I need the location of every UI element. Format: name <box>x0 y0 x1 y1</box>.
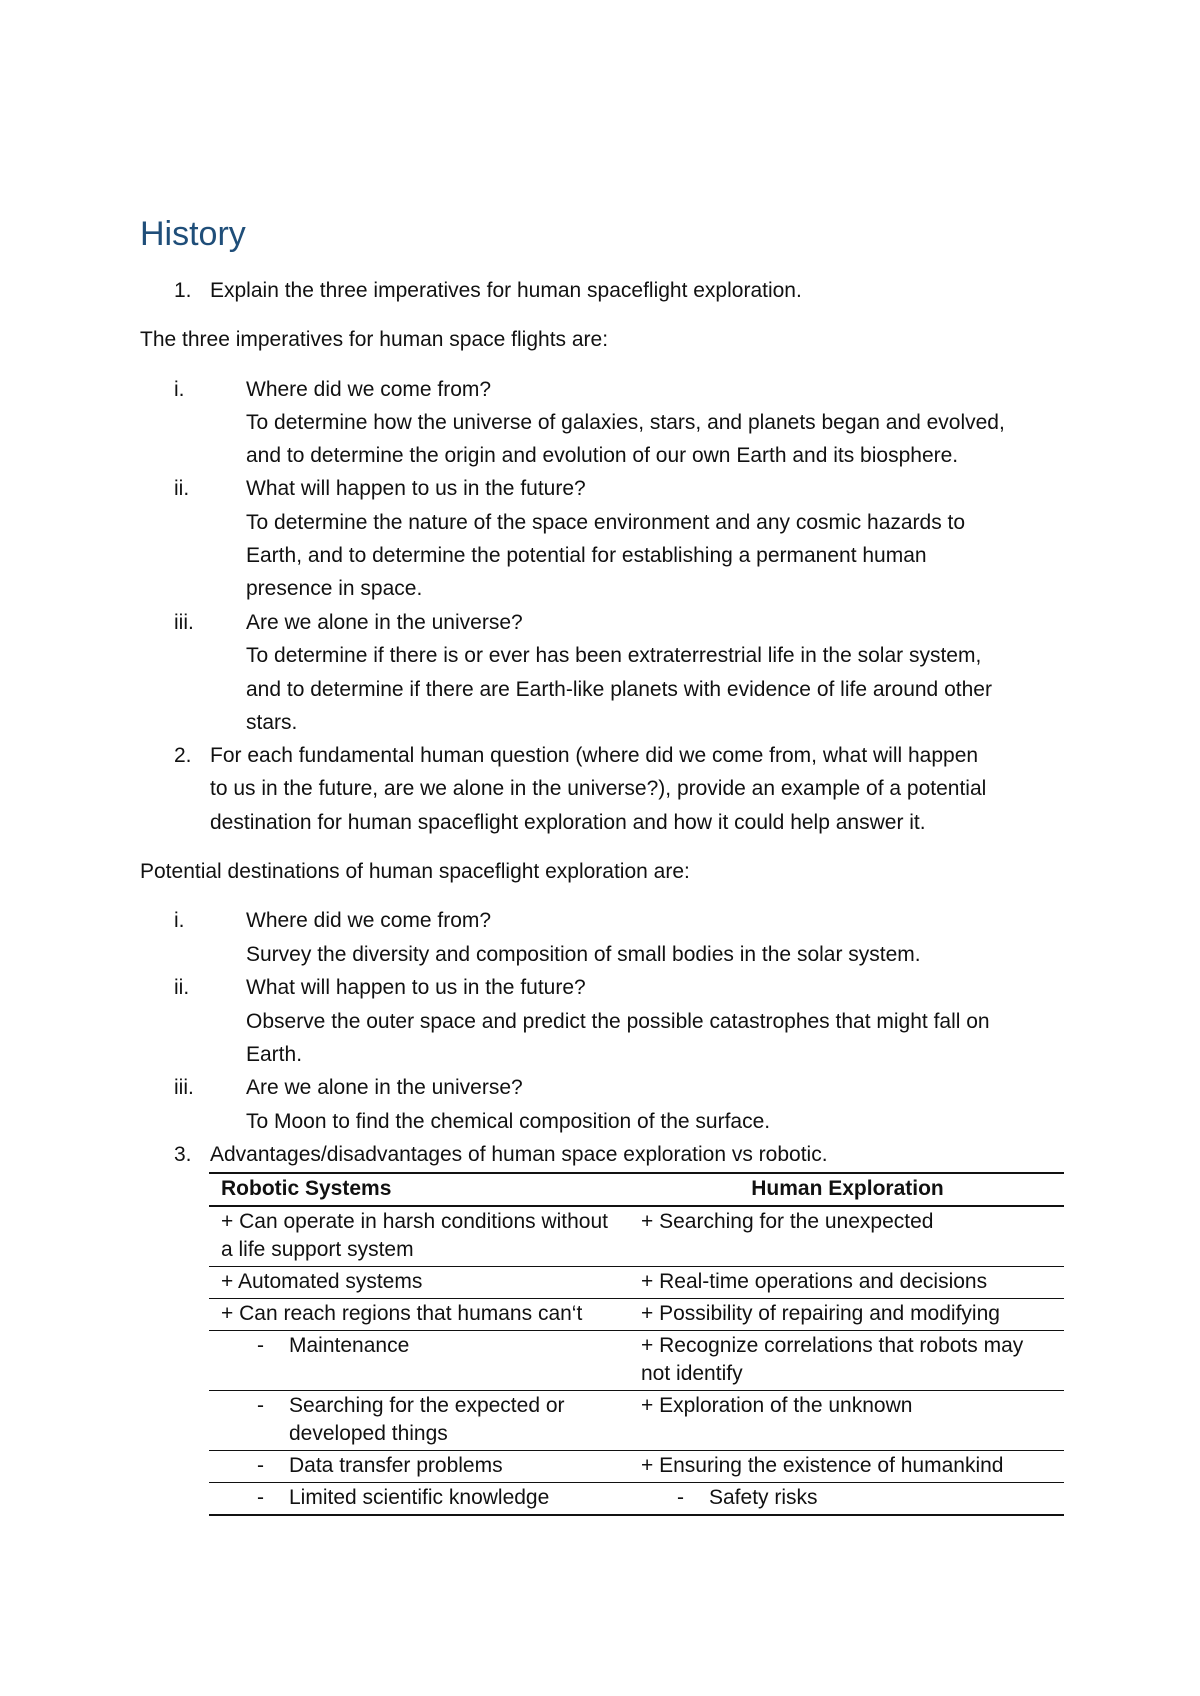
table-cell-left: + Automated systems <box>221 1270 423 1293</box>
header-robotic: Robotic Systems <box>221 1177 392 1200</box>
table-cell-right <box>629 1483 1064 1516</box>
table-row <box>209 1267 1064 1299</box>
table-cell-left <box>209 1391 629 1451</box>
dash-bullet: - <box>257 1454 264 1477</box>
header-human: Human Exploration <box>751 1177 944 1200</box>
table-header-row <box>209 1173 1064 1206</box>
table-cell-left <box>209 1483 629 1516</box>
table-cell-right: + Possibility of repairing and modifying <box>641 1302 1000 1325</box>
q3-text: Advantages/disadvantages of human space exploration vs robotic. <box>210 1143 828 1166</box>
q1-number: 1. <box>174 279 192 302</box>
imperative-2-question: What will happen to us in the future? <box>246 477 586 500</box>
destination-1-numeral: i. <box>174 909 185 932</box>
q2-line-2: to us in the future, are we alone in the universe?), provide an example of a potential <box>210 777 987 800</box>
imperative-3-numeral: iii. <box>174 611 194 634</box>
dash-bullet: - <box>257 1394 264 1417</box>
imperative-3-line-3: stars. <box>246 711 298 734</box>
table-cell-right: + Searching for the unexpected <box>641 1210 934 1233</box>
destination-2-numeral: ii. <box>174 976 190 999</box>
table-row <box>209 1331 1064 1391</box>
table-cell-left: + Can operate in harsh conditions without a life support system <box>221 1210 608 1261</box>
imperative-2-numeral: ii. <box>174 477 190 500</box>
destination-2-line-2: Earth. <box>246 1043 303 1066</box>
table-cell-left-text: Data transfer problems <box>289 1454 503 1477</box>
table-cell-right: + Ensuring the existence of humankind <box>641 1454 1004 1477</box>
imperative-1-line-1: To determine how the universe of galaxies, stars, and planets began and evolved, <box>246 411 1005 434</box>
table-cell-left: + Can reach regions that humans can‘t <box>221 1302 583 1325</box>
destination-1-question: Where did we come from? <box>246 909 492 932</box>
table-cell-right-text: Safety risks <box>709 1486 818 1509</box>
imperative-1-question: Where did we come from? <box>246 378 492 401</box>
destination-2-line-1: Observe the outer space and predict the possible catastrophes that might fall on <box>246 1010 990 1033</box>
imperative-1-line-2: and to determine the origin and evolution of our own Earth and its biosphere. <box>246 444 959 467</box>
table-row <box>209 1391 1064 1451</box>
table-cell-right: + Recognize correlations that robots may not identify <box>641 1334 1024 1385</box>
q2-number: 2. <box>174 744 192 767</box>
destination-3-question: Are we alone in the universe? <box>246 1076 523 1099</box>
table-cell-left-text: Maintenance <box>289 1334 410 1357</box>
imperative-2-line-1: To determine the nature of the space environment and any cosmic hazards to <box>246 511 966 534</box>
comparison-table <box>209 1172 1064 1516</box>
table-cell-left-text: Searching for the expected or developed things <box>289 1394 565 1445</box>
table-cell-left <box>209 1451 629 1483</box>
table-cell-right: + Exploration of the unknown <box>641 1394 913 1417</box>
destination-1-line-1: Survey the diversity and composition of small bodies in the solar system. <box>246 943 921 966</box>
imperative-2-line-3: presence in space. <box>246 577 423 600</box>
imperative-3-question: Are we alone in the universe? <box>246 611 523 634</box>
table-cell-right: + Real-time operations and decisions <box>641 1270 988 1293</box>
imperative-1-numeral: i. <box>174 378 185 401</box>
dash-bullet: - <box>257 1486 264 1509</box>
intro-imperatives: The three imperatives for human space flights are: <box>140 328 609 351</box>
intro-destinations: Potential destinations of human spaceflight exploration are: <box>140 860 690 883</box>
table-row <box>209 1299 1064 1331</box>
destination-3-line-1: To Moon to find the chemical composition of the surface. <box>246 1110 771 1133</box>
dash-bullet: - <box>677 1486 684 1509</box>
section-heading: History <box>140 215 246 253</box>
table-row <box>209 1451 1064 1483</box>
q3-number: 3. <box>174 1143 192 1166</box>
destination-2-question: What will happen to us in the future? <box>246 976 586 999</box>
q1-text: Explain the three imperatives for human spaceflight exploration. <box>210 279 802 302</box>
destination-3-numeral: iii. <box>174 1076 194 1099</box>
q2-line-3: destination for human spaceflight exploration and how it could help answer it. <box>210 811 926 834</box>
table-row <box>209 1483 1064 1516</box>
q2-line-1: For each fundamental human question (where did we come from, what will happen <box>210 744 979 767</box>
table-cell-left <box>209 1331 629 1391</box>
imperative-3-line-2: and to determine if there are Earth-like planets with evidence of life around other <box>246 678 992 701</box>
table-cell-left-text: Limited scientific knowledge <box>289 1486 550 1509</box>
imperative-2-line-2: Earth, and to determine the potential for establishing a permanent human <box>246 544 927 567</box>
dash-bullet: - <box>257 1334 264 1357</box>
table-row <box>209 1206 1064 1267</box>
imperative-3-line-1: To determine if there is or ever has been extraterrestrial life in the solar system, <box>246 644 982 667</box>
